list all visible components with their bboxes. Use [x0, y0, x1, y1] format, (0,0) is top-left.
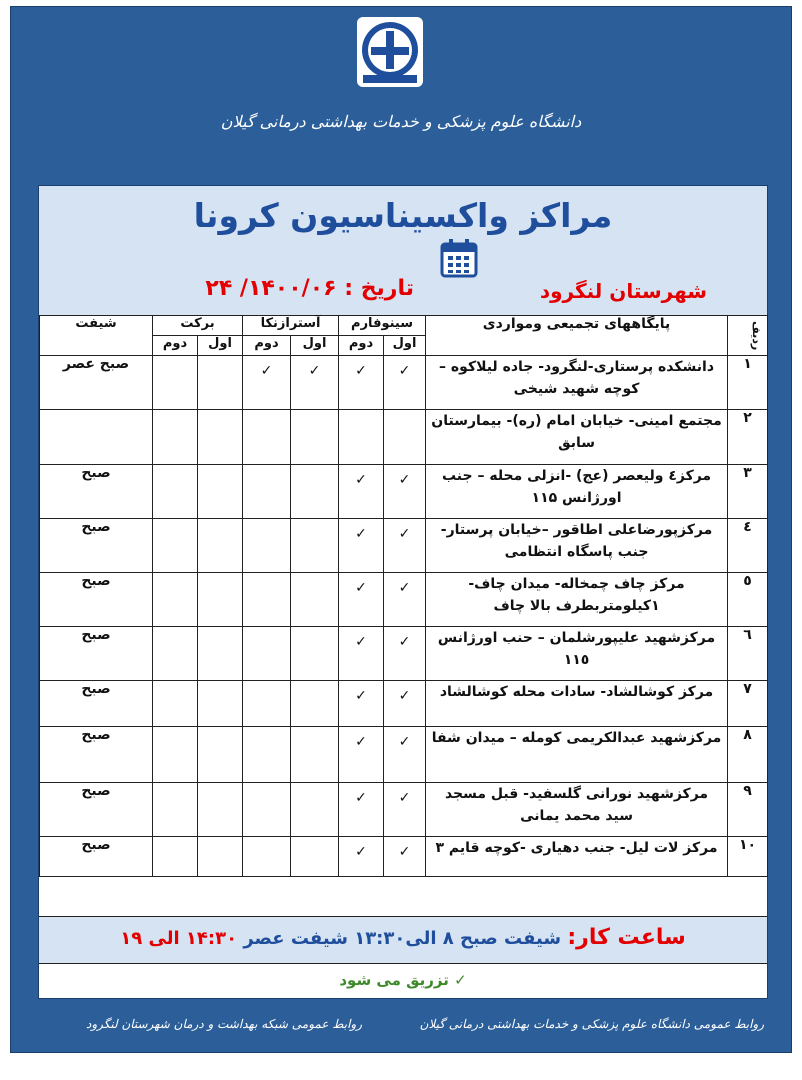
barekat-second-check: [153, 519, 198, 573]
barekat-first-check: [198, 519, 243, 573]
barekat-first-check: [198, 727, 243, 783]
shift-cell: صبح: [40, 783, 153, 837]
astrazeneca-second-check: [243, 783, 291, 837]
vaccination-panel: [38, 185, 768, 999]
astrazeneca-first-check: [291, 627, 339, 681]
sinopharm-first-check: ✓: [384, 727, 426, 783]
footer-university: روابط عمومی دانشگاه علوم پزشکی و خدمات بهداشتی درمانی گیلان: [419, 1017, 764, 1031]
astrazeneca-first-check: [291, 837, 339, 877]
header-astra-first: اول: [291, 336, 339, 356]
table-row: [40, 783, 768, 837]
date: [205, 276, 414, 301]
row-number: ٤: [728, 519, 768, 573]
calendar-icon: [440, 238, 478, 278]
sinopharm-second-check: ✓: [339, 627, 384, 681]
site-address: مرکز٤ ولیعصر (عج) -انزلی محله – جنب اورژانس ۱۱۵: [426, 465, 728, 519]
astrazeneca-second-check: [243, 573, 291, 627]
barekat-first-check: [198, 465, 243, 519]
header-site: پایگاههای تجمیعی ومواردی: [426, 316, 728, 356]
university-logo: [357, 17, 423, 87]
astrazeneca-second-check: [243, 410, 291, 465]
sinopharm-first-check: ✓: [384, 783, 426, 837]
shift-cell: صبح: [40, 627, 153, 681]
shift-cell: صبح: [40, 681, 153, 727]
footer-network: روابط عمومی شبکه بهداشت و درمان شهرستان لنگرود: [85, 1017, 362, 1031]
barekat-second-check: [153, 356, 198, 410]
barekat-first-check: [198, 783, 243, 837]
centers-table: [39, 315, 768, 877]
table-row: [40, 519, 768, 573]
row-number: ۸: [728, 727, 768, 783]
sinopharm-second-check: ✓: [339, 465, 384, 519]
site-address: مرکزشهید عبدالکریمی کوملە – میدان شفا: [426, 727, 728, 783]
header-barekat: برکت: [153, 316, 243, 336]
row-number: ۳: [728, 465, 768, 519]
sinopharm-second-check: ✓: [339, 519, 384, 573]
shift-cell: [40, 410, 153, 465]
morning-shift: شیفت صبح ۸ الی۱۳:۳۰: [354, 928, 562, 949]
shift-cell: صبح: [40, 573, 153, 627]
table-row: [40, 681, 768, 727]
sinopharm-first-check: ✓: [384, 356, 426, 410]
sinopharm-second-check: ✓: [339, 573, 384, 627]
header-astra-second: دوم: [243, 336, 291, 356]
evening-shift-label: شیفت عصر: [243, 928, 348, 949]
table-row: [40, 410, 768, 465]
header-sino-first: اول: [384, 336, 426, 356]
sinopharm-second-check: ✓: [339, 837, 384, 877]
shift-cell: صبح: [40, 465, 153, 519]
barekat-first-check: [198, 681, 243, 727]
barekat-first-check: [198, 627, 243, 681]
shift-cell: صبح: [40, 519, 153, 573]
sinopharm-second-check: ✓: [339, 783, 384, 837]
shift-cell: صبح عصر: [40, 356, 153, 410]
row-number: ٥: [728, 573, 768, 627]
header-sino-second: دوم: [339, 336, 384, 356]
header-row-number: ردیف: [728, 316, 768, 356]
working-hours: [39, 916, 767, 964]
barekat-second-check: [153, 783, 198, 837]
row-number: ۹: [728, 783, 768, 837]
sinopharm-first-check: ✓: [384, 837, 426, 877]
sinopharm-first-check: ✓: [384, 465, 426, 519]
astrazeneca-first-check: [291, 465, 339, 519]
sinopharm-second-check: ✓: [339, 681, 384, 727]
table-row: [40, 465, 768, 519]
astrazeneca-first-check: [291, 681, 339, 727]
barekat-first-check: [198, 356, 243, 410]
table-row: [40, 573, 768, 627]
astrazeneca-first-check: [291, 410, 339, 465]
barekat-first-check: [198, 837, 243, 877]
barekat-second-check: [153, 410, 198, 465]
city-label: شهرستان لنگرود: [539, 279, 707, 303]
site-address: مرکز کوشالشاد- سادات محله کوشالشاد: [426, 681, 728, 727]
astrazeneca-first-check: [291, 519, 339, 573]
astrazeneca-second-check: [243, 465, 291, 519]
row-number: ۱۰: [728, 837, 768, 877]
astrazeneca-second-check: [243, 681, 291, 727]
astrazeneca-second-check: [243, 627, 291, 681]
date-label: تاریخ :: [344, 276, 414, 301]
barekat-second-check: [153, 627, 198, 681]
site-address: مرکزپورضاعلی اطاقور –خیابان پرستار- جنب پاسگاه انتظامی: [426, 519, 728, 573]
barekat-second-check: [153, 837, 198, 877]
sinopharm-second-check: [339, 410, 384, 465]
sinopharm-second-check: ✓: [339, 356, 384, 410]
sinopharm-first-check: ✓: [384, 519, 426, 573]
astrazeneca-second-check: [243, 519, 291, 573]
row-number: ۲: [728, 410, 768, 465]
barekat-first-check: [198, 573, 243, 627]
page-title: مراکز واکسیناسیون کرونا: [193, 196, 613, 235]
row-number: ٦: [728, 627, 768, 681]
astrazeneca-second-check: ✓: [243, 356, 291, 410]
table-row: [40, 837, 768, 877]
site-address: مرکزشهید علیپورشلمان – حنب اورژانس ۱۱٥: [426, 627, 728, 681]
barekat-second-check: [153, 465, 198, 519]
university-name: دانشگاه علوم پزشکی و خدمات بهداشتی درمانی گیلان: [220, 112, 582, 131]
site-address: دانشکده پرستاری-لنگرود- جاده لیلاکوه – کوچه شهید شیخی: [426, 356, 728, 410]
header-barekat-first: اول: [198, 336, 243, 356]
evening-shift-time: ۱۴:۳۰ الی ۱۹: [120, 928, 238, 949]
barekat-second-check: [153, 727, 198, 783]
astrazeneca-second-check: [243, 837, 291, 877]
astrazeneca-second-check: [243, 727, 291, 783]
shift-cell: صبح: [40, 727, 153, 783]
header-sinopharm: سینوفارم: [339, 316, 426, 336]
astrazeneca-first-check: [291, 573, 339, 627]
sinopharm-first-check: ✓: [384, 573, 426, 627]
table-row: [40, 627, 768, 681]
astrazeneca-first-check: [291, 783, 339, 837]
hours-label: ساعت کار:: [567, 925, 686, 950]
row-number: ۱: [728, 356, 768, 410]
panel-header: [39, 186, 767, 316]
barekat-second-check: [153, 573, 198, 627]
barekat-second-check: [153, 681, 198, 727]
shift-cell: صبح: [40, 837, 153, 877]
sinopharm-first-check: [384, 410, 426, 465]
header-shift: شیفت: [40, 316, 153, 356]
sinopharm-first-check: ✓: [384, 627, 426, 681]
table-row: [40, 356, 768, 410]
header-astrazeneca: آسترازنکا: [243, 316, 339, 336]
astrazeneca-first-check: [291, 727, 339, 783]
astrazeneca-first-check: ✓: [291, 356, 339, 410]
legend: ✓ تزریق می شود: [339, 971, 467, 989]
row-number: ۷: [728, 681, 768, 727]
sinopharm-second-check: ✓: [339, 727, 384, 783]
table-row: [40, 727, 768, 783]
header-barekat-second: دوم: [153, 336, 198, 356]
site-address: مرکز چاف چمخاله- میدان چاف- ۱کیلومتربطرف بالا چاف: [426, 573, 728, 627]
date-value: ۱۴۰۰/۰۶/ ۲۴: [205, 276, 337, 301]
site-address: مجتمع امینی- خیابان امام (ره)- بیمارستان سابق: [426, 410, 728, 465]
barekat-first-check: [198, 410, 243, 465]
site-address: مرکز لات لیل- جنب دهیاری -کوچه قایم ۳: [426, 837, 728, 877]
sinopharm-first-check: ✓: [384, 681, 426, 727]
site-address: مرکزشهید نورانی گلسفید- قبل مسجد سید محمد یمانی: [426, 783, 728, 837]
